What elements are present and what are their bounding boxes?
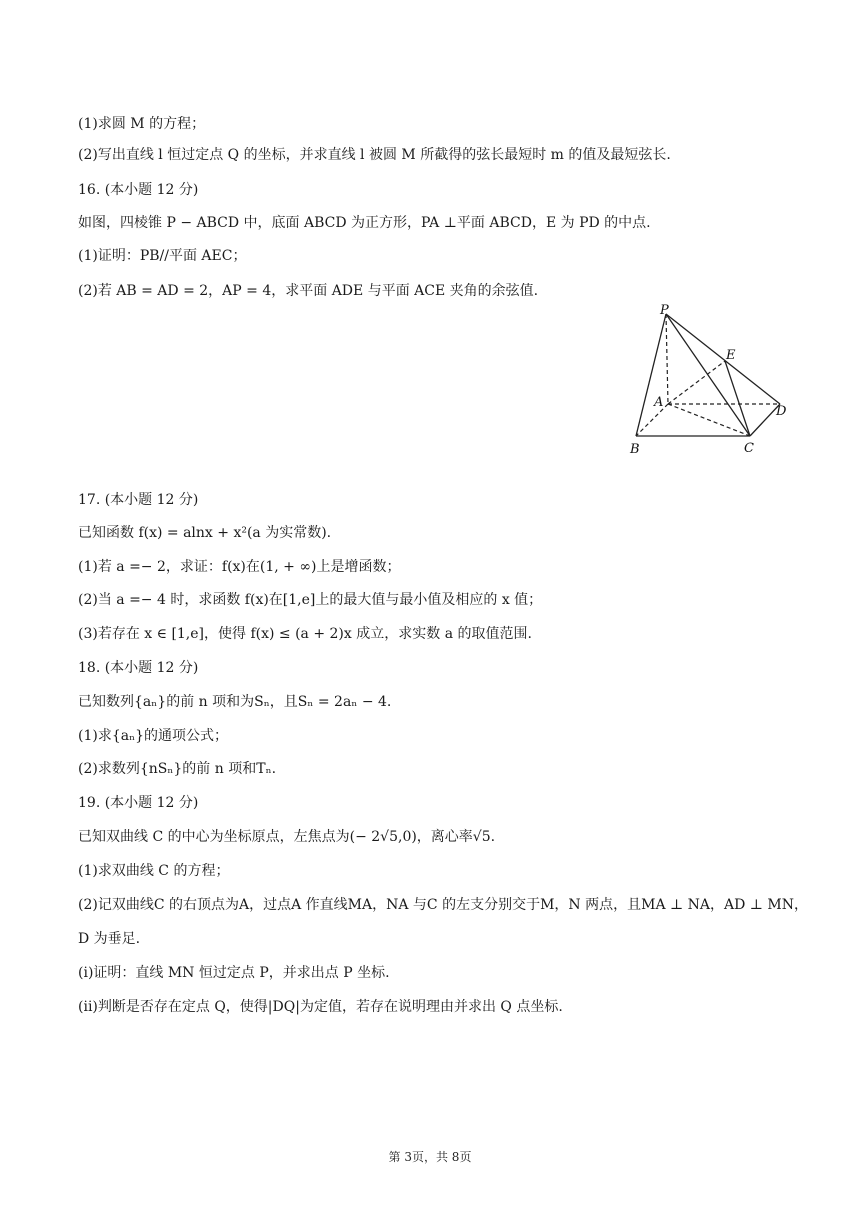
text-line: (2)记双曲线C 的右顶点为A，过点A 作直线MA，NA 与C 的左支分别交于M，N 两点，且MA ⊥ NA，AD ⊥ MN， bbox=[78, 897, 808, 913]
label-B: B bbox=[630, 442, 640, 457]
text-line: (ii)判断是否存在定点 Q，使得|DQ|为定值，若存在说明理由并求出 Q 点坐标. bbox=[78, 999, 563, 1015]
text-line: 已知函数 f(x) = alnx + x²(a 为实常数). bbox=[78, 525, 332, 541]
edge-PC bbox=[666, 314, 750, 436]
edge-AC bbox=[668, 404, 750, 436]
text-line: (1)求双曲线 C 的方程； bbox=[78, 863, 230, 879]
text-line: (2)若 AB = AD = 2，AP = 4，求平面 ADE 与平面 ACE 夹角的余弦值. bbox=[78, 283, 539, 299]
text-line: (1)若 a =− 2，求证：f(x)在(1, + ∞)上是增函数； bbox=[78, 559, 401, 575]
edge-AE bbox=[668, 361, 725, 404]
text-line: D 为垂足. bbox=[78, 931, 141, 947]
page-footer: 第 3页，共 8页 bbox=[388, 1150, 472, 1164]
text-line: 已知数列{aₙ}的前 n 项和为Sₙ，且Sₙ = 2aₙ − 4. bbox=[78, 694, 392, 710]
edge-PA bbox=[666, 314, 668, 404]
text-line: 19. (本小题 12 分) bbox=[78, 795, 199, 811]
edge-PB bbox=[636, 314, 666, 436]
text-line: (1)求圆 M 的方程； bbox=[78, 116, 206, 132]
text-line: 18. (本小题 12 分) bbox=[78, 660, 199, 676]
text-line: (2)当 a =− 4 时，求函数 f(x)在[1,e]上的最大值与最小值及相应的 x 值； bbox=[78, 592, 543, 608]
text-line: (2)求数列{nSₙ}的前 n 项和Tₙ. bbox=[78, 761, 277, 777]
text-line: 已知双曲线 C 的中心为坐标原点，左焦点为(− 2√5,0)，离心率√5. bbox=[78, 829, 496, 845]
label-A: A bbox=[654, 395, 664, 410]
edge-EC bbox=[725, 361, 750, 436]
text-line: (1)证明：PB//平面 AEC； bbox=[78, 248, 247, 264]
label-D: D bbox=[776, 404, 787, 419]
label-P: P bbox=[660, 303, 669, 318]
text-line: (1)求{aₙ}的通项公式； bbox=[78, 728, 229, 744]
text-line: (3)若存在 x ∈ [1,e]，使得 f(x) ≤ (a + 2)x 成立，求实数 a 的取值范围. bbox=[78, 626, 532, 642]
edge-PD bbox=[666, 314, 780, 404]
text-line: 16. (本小题 12 分) bbox=[78, 182, 199, 198]
text-line: (2)写出直线 l 恒过定点 Q 的坐标，并求直线 l 被圆 M 所截得的弦长最短时 m 的值及最短弦长. bbox=[78, 147, 671, 163]
text-line: (i)证明：直线 MN 恒过定点 P，并求出点 P 坐标. bbox=[78, 965, 390, 981]
pyramid-figure bbox=[626, 302, 796, 462]
text-line: 如图，四棱锥 P − ABCD 中，底面 ABCD 为正方形，PA ⊥平面 ABCD，E 为 PD 的中点. bbox=[78, 215, 651, 231]
label-C: C bbox=[744, 441, 754, 456]
label-E: E bbox=[726, 348, 736, 363]
text-line: 17. (本小题 12 分) bbox=[78, 492, 199, 508]
